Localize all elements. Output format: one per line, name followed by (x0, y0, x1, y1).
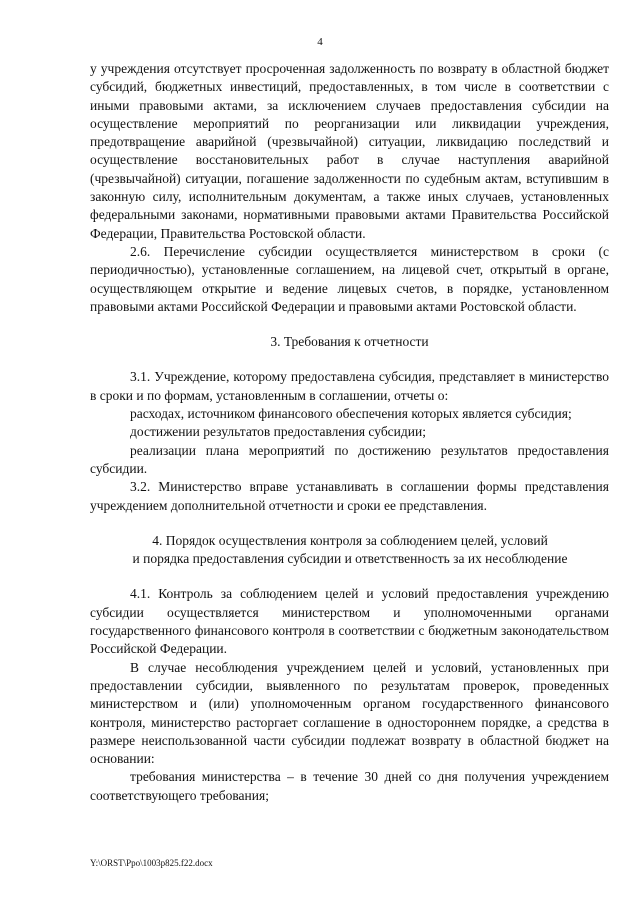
paragraph-violation: В случае несоблюдения учреждением целей и условий, установленных при предоставлении субсидии, выявленного по результатам проверок, проведенных министерством и (или) уполномоченным органом государственного финансового контроля, министерство расторгает соглашение в одностороннем порядке, а средства в размере неиспользованной части субсидии подлежат возврату в областной бюджет на основании: (90, 659, 609, 767)
list-item-results: достижении результатов предоставления субсидии; (130, 424, 426, 440)
section-4-heading-line1: 4. Порядок осуществления контроля за соблюдением целей, условий (152, 532, 548, 548)
section-3-heading: 3. Требования к отчетности (270, 334, 429, 350)
paragraph-3-2: 3.2. Министерство вправе устанавливать в соглашении формы представления учреждением дополнительной отчетности и сроки ее представления. (90, 479, 609, 513)
paragraph-ministry-demand: требования министерства – в течение 30 дней со дня получения учреждением соответствующего требования; (90, 769, 609, 803)
paragraph-debt-condition: у учреждения отсутствует просроченная задолженность по возврату в областной бюджет субсидий, бюджетных инвестиций, предоставленных, в том числе в соответствии с иными правовыми актами, за исключением случаев предоставления субсидии на осуществление мероприятий по реорганизации или ликвидации учреждения, предотвращение аварийной (чрезвычайной) ситуации, ликвидацию последствий и осуществление восстановительных работ в случае наступления аварийной (чрезвычайной) ситуации, погашение задолженности по судебным актам, вступившим в законную силу, исполнительным документам, а также иных случаев, установленных федеральными законами, нормативными правовыми актами Правительства Российской Федерации, Правительства Ростовской области. (90, 61, 609, 241)
list-item-expenses: расходах, источником финансового обеспечения которых является субсидия; (130, 406, 572, 422)
page-number: 4 (317, 36, 323, 48)
section-4-heading-line2: и порядка предоставления субсидии и ответственность за их несоблюдение (132, 551, 568, 567)
list-item-plan: реализации плана мероприятий по достижению результатов предоставления субсидии. (90, 442, 609, 476)
section-4-heading (70, 532, 630, 569)
footer-file-path: Y:\ORST\Ppo\1003p825.f22.docx (90, 858, 213, 868)
paragraph-2-6: 2.6. Перечисление субсидии осуществляется министерством в сроки (с периодичностью), установленные соглашением, на лицевой счет, открытый в органе, осуществляющем открытие и ведение лицевых счетов, в порядке, установленном правовыми актами Российской Федерации и правовыми актами Ростовской области. (90, 243, 609, 314)
document-body (90, 60, 609, 805)
paragraph-4-1: 4.1. Контроль за соблюдением целей и условий предоставления учреждению субсидии осуществляется министерством и уполномоченными органами государственного финансового контроля в соответствии с бюджетным законодательством Российской Федерации. (90, 586, 609, 657)
paragraph-3-1: 3.1. Учреждение, которому предоставлена субсидия, представляет в министерство в сроки и по формам, установленным в соглашении, отчеты о: (90, 369, 609, 403)
